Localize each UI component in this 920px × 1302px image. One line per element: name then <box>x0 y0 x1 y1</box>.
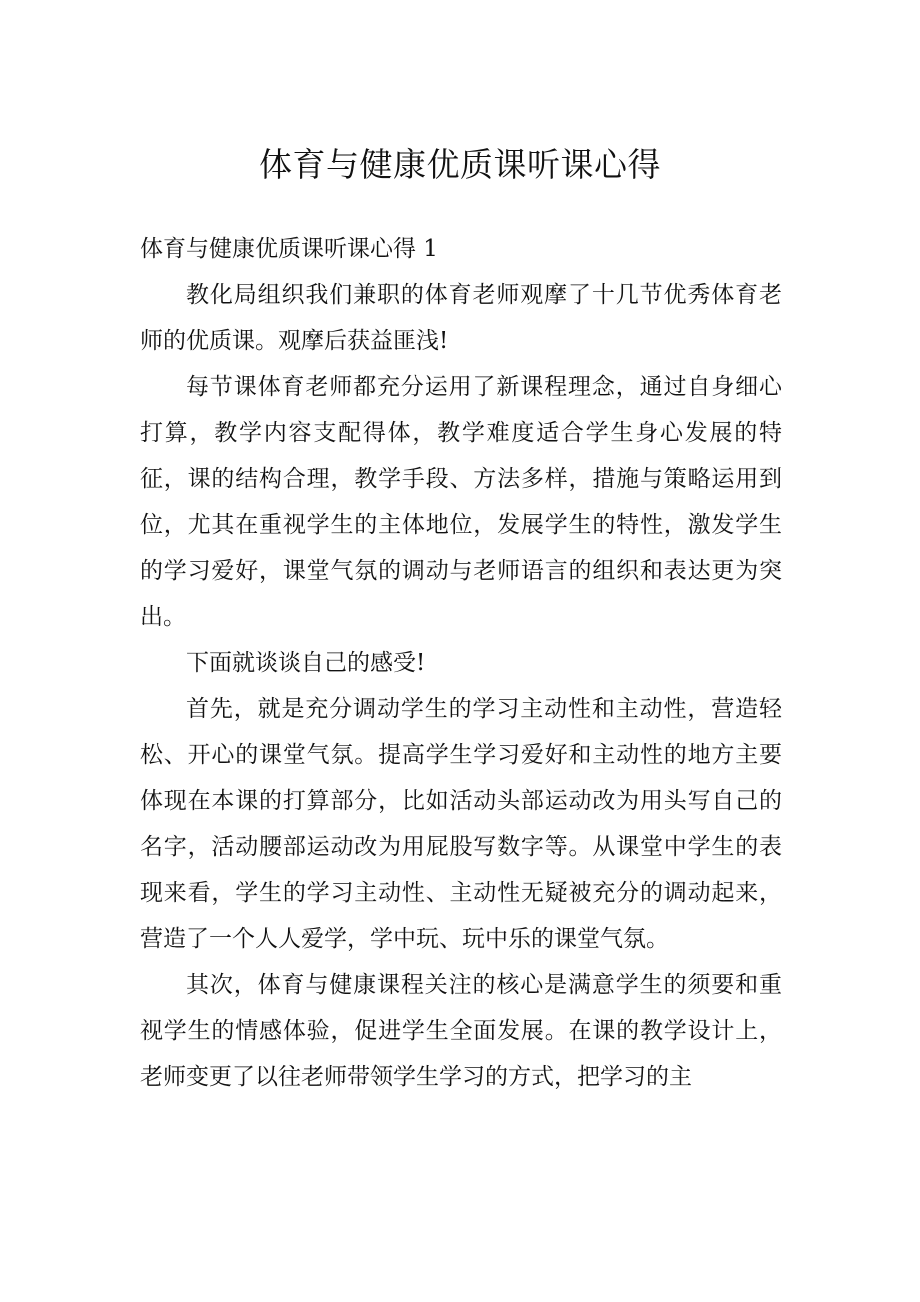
paragraph-4: 首先，就是充分调动学生的学习主动性和主动性，营造轻松、开心的课堂气氛。提高学生学习爱好和主动性的地方主要体现在本课的打算部分，比如活动头部运动改为用头写自己的名字，活动腰部运动改为用屁股写数字等。从课堂中学生的表现来看，学生的学习主动性、主动性无疑被充分的调动起来，营造了一个人人爱学，学中玩、玩中乐的课堂气氛。 <box>140 696 782 952</box>
paragraph-5: 其次，体育与健康课程关注的核心是满意学生的须要和重视学生的情感体验，促进学生全面发展。在课的教学设计上，老师变更了以往老师带领学生学习的方式，把学习的主 <box>140 972 782 1090</box>
paragraph-2: 每节课体育老师都充分运用了新课程理念，通过自身细心打算，教学内容支配得体，教学难度适合学生身心发展的特征，课的结构合理，教学手段、方法多样，措施与策略运用到位，尤其在重视学生的主体地位，发展学生的特性，激发学生的学习爱好，课堂气氛的调动与老师语言的组织和表达更为突出。 <box>140 374 782 630</box>
section-heading: 体育与健康优质课听课心得 1 <box>140 236 438 262</box>
document-title: 体育与健康优质课听课心得 <box>259 145 661 184</box>
document-body <box>140 226 782 1100</box>
paragraph-3: 下面就谈谈自己的感受! <box>186 650 426 676</box>
paragraph-1: 教化局组织我们兼职的体育老师观摩了十几节优秀体育老师的优质课。观摩后获益匪浅! <box>140 282 782 354</box>
